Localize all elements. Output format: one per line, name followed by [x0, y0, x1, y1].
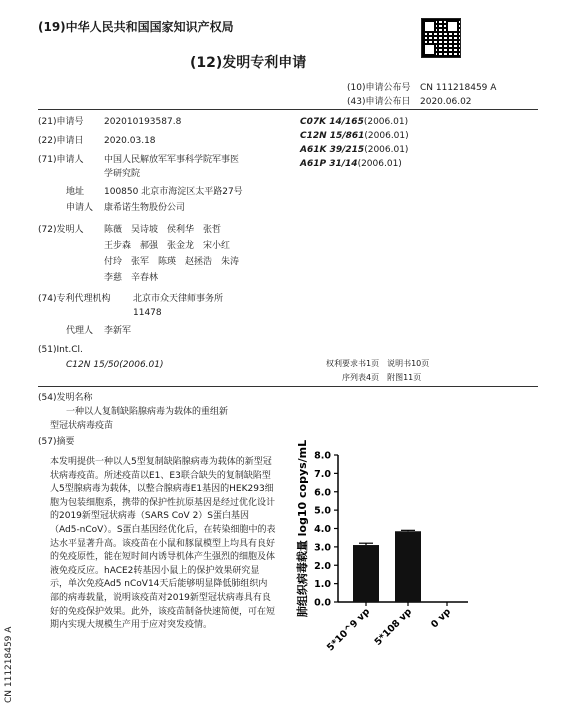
bar [395, 531, 421, 602]
applicant-1-line-1: 中国人民解放军军事科学院军事医 [104, 155, 240, 165]
ipc-row-3: A61K 39/215(2006.01) [300, 145, 409, 155]
app-no: 202010193587.8 [104, 117, 182, 127]
applicant-label: (71)申请人 [38, 155, 84, 165]
agency-label: (74)专利代理机构 [38, 294, 111, 304]
publication-number-label: (10)申请公布号 [347, 83, 411, 93]
biblio-rule [38, 386, 538, 387]
header-rule [38, 109, 538, 110]
bar [353, 545, 379, 602]
int-cl: C12N 15/50(2006.01) [66, 360, 164, 370]
x-tick-label: 5*108 vp [372, 606, 415, 648]
y-tick-label: 8.0 [314, 450, 331, 462]
y-axis-label: 肺组织病毒载量 log10 copys/mL [296, 439, 309, 618]
applicant-2-label: 申请人 [66, 203, 94, 213]
y-tick-label: 5.0 [314, 505, 331, 517]
ipc-row-4: A61P 31/14(2006.01) [300, 159, 402, 169]
agent: 李新军 [104, 326, 132, 336]
y-tick-label: 7.0 [314, 468, 331, 480]
address-label: 地址 [66, 187, 85, 197]
app-no-label: (21)申请号 [38, 117, 84, 127]
title-label: (54)发明名称 [38, 393, 93, 403]
y-tick-label: 6.0 [314, 487, 331, 499]
x-tick-label: 5*10^9 vp [324, 606, 373, 654]
x-tick-label: 0 vp [429, 606, 454, 631]
ipc-row-1: C07K 14/165(2006.01) [300, 117, 409, 127]
filing-date-label: (22)申请日 [38, 136, 84, 146]
inventors-line-1: 陈薇 吴诗坡 侯利华 张哲 [104, 225, 222, 235]
publication-date: 2020.06.02 [420, 97, 472, 107]
y-tick-label: 2.0 [314, 560, 331, 572]
page-count-line-1: 权利要求书1页 说明书10页 [326, 359, 430, 368]
document-type: (12)发明专利申请 [190, 55, 307, 71]
ipc-row-2: C12N 15/861(2006.01) [300, 131, 409, 141]
inventors-line-4: 李慈 辛春林 [104, 273, 159, 283]
y-tick-label: 0.0 [314, 597, 331, 609]
title-line-2: 型冠状病毒疫苗 [50, 421, 114, 431]
title-line-1: 一种以人复制缺陷腺病毒为载体的重组新 [66, 407, 229, 417]
agent-label: 代理人 [66, 326, 94, 336]
qr-code-icon [421, 18, 461, 58]
abstract-label: (57)摘要 [38, 437, 75, 447]
applicant-1-line-2: 学研究院 [104, 169, 141, 179]
page-count-line-2: 序列表4页 附图11页 [342, 373, 422, 382]
office-name: (19)中华人民共和国国家知识产权局 [38, 20, 234, 34]
applicant-2: 康希诺生物股份公司 [104, 203, 186, 213]
inventors-line-3: 付玲 张军 陈瑛 赵拯浩 朱涛 [104, 257, 240, 267]
y-tick-label: 4.0 [314, 524, 331, 535]
inventors-line-2: 王步森 郝强 张金龙 宋小红 [104, 241, 231, 251]
publication-number: CN 111218459 A [420, 83, 497, 93]
publication-date-label: (43)申请公布日 [347, 97, 411, 107]
y-tick-label: 1.0 [314, 579, 331, 591]
y-tick-label: 3.0 [314, 542, 331, 554]
filing-date: 2020.03.18 [104, 136, 156, 146]
side-publication-code: CN 111218459 A [4, 626, 14, 703]
inventors-label: (72)发明人 [38, 225, 84, 235]
address: 100850 北京市海淀区太平路27号 [104, 187, 243, 197]
abstract-text: 本发明提供一种以人5型复制缺陷腺病毒为载体的新型冠状病毒疫苗。所述疫苗以E1、E3联合缺失的复制缺陷型人5型腺病毒为载体，以整合腺病毒E1基因的HEK293细胞为包装细胞系，携带的保护性抗原基因是经过优化设计的2019新型冠状病毒（SARS CoV 2）S蛋白基因（Ad5-nCoV）。S蛋白基因经优化后，在转染细胞中的表达水平显著升高。该疫苗在小鼠和豚鼠模型上均具有良好的免疫原性，能在短时间内诱导机体产生强烈的细胞及体液免疫反应。hACE2转基因小鼠上的保护效果研究显示，单次免疫Ad5 nCoV14天后能够明显降低肺组织内部的病毒载量，说明该疫苗对2019新型冠状病毒具有良好的免疫保护效果。此外，该疫苗制备快速简便，可在短期内实现大规模生产用于应对突发疫情。 [50, 457, 276, 631]
agency-code: 11478 [133, 308, 162, 318]
agency: 北京市众天律师事务所 [133, 294, 224, 304]
int-cl-label: (51)Int.Cl. [38, 345, 83, 355]
